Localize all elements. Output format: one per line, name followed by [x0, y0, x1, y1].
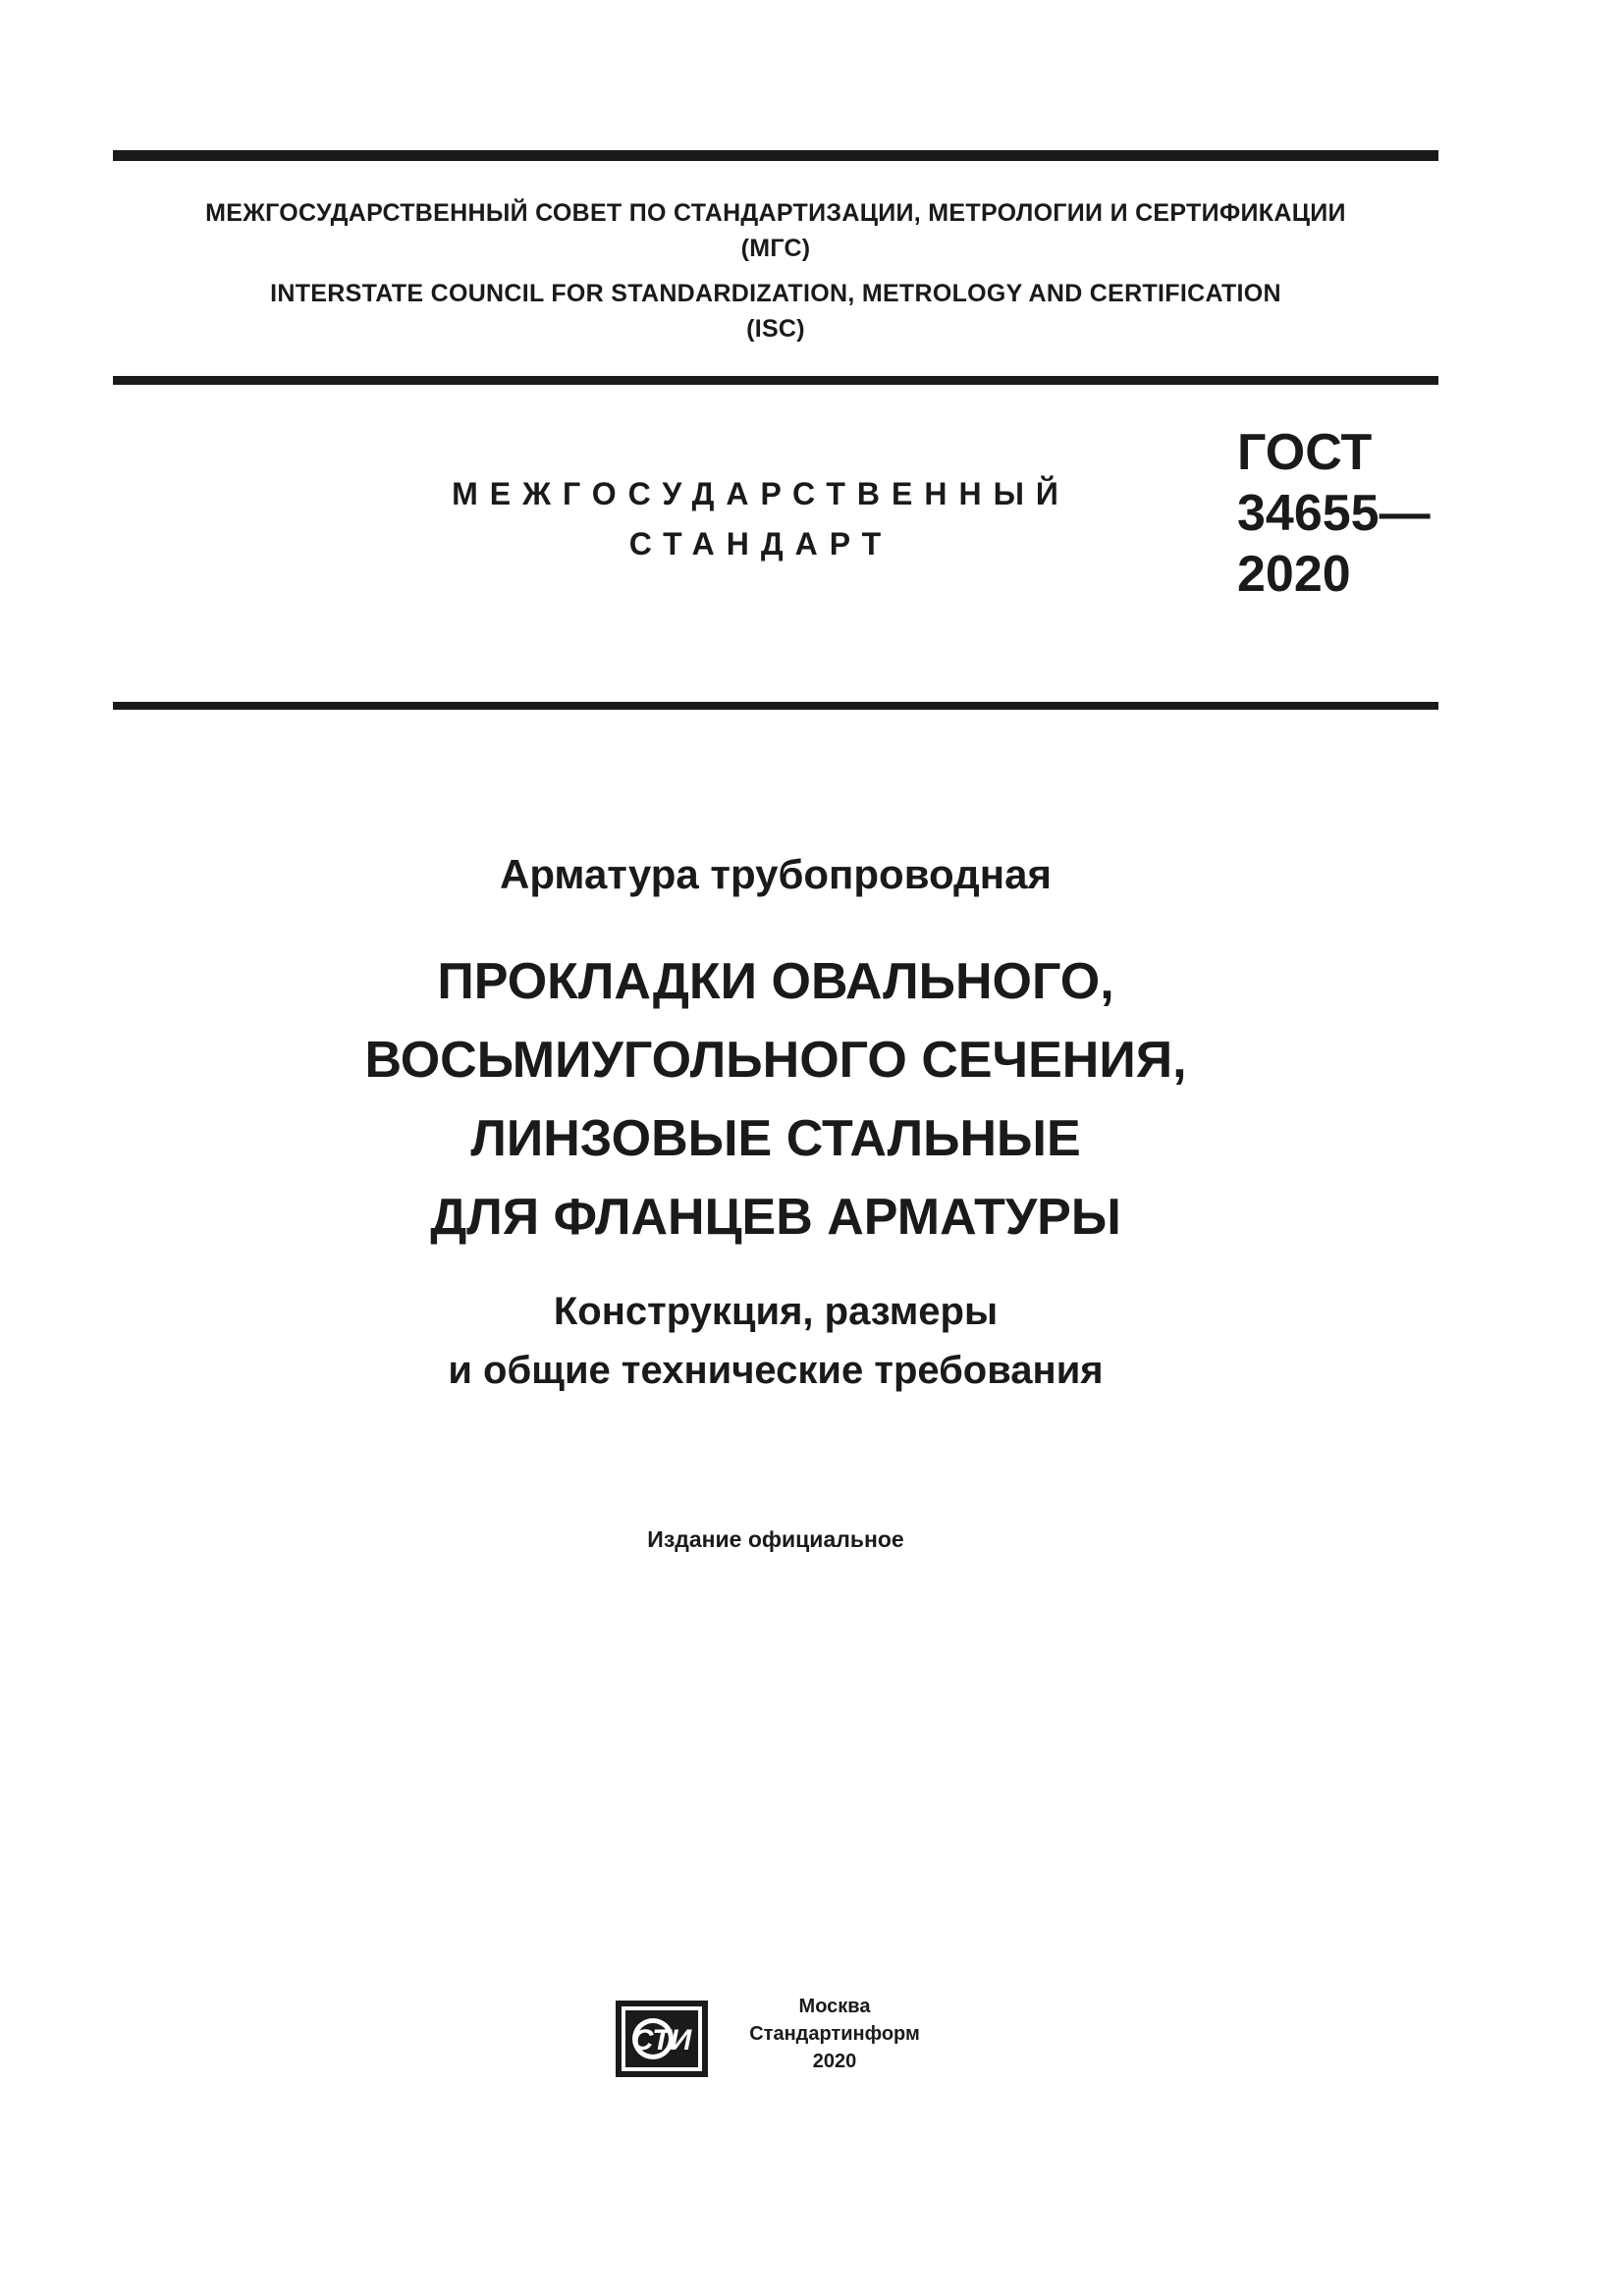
title-category: Арматура трубопроводная [500, 851, 1052, 897]
council-rule [113, 376, 1438, 385]
title-subtitle [113, 1282, 1438, 1400]
standard-type-line1: МЕЖГОСУДАРСТВЕННЫЙ [452, 476, 1070, 511]
title-main-line: ПРОКЛАДКИ ОВАЛЬНОГО, [437, 953, 1114, 1010]
council-en-line2: (ISC) [746, 315, 805, 343]
standard-type-line2: СТАНДАРТ [628, 526, 893, 561]
title-main-line: ЛИНЗОВЫЕ СТАЛЬНЫЕ [470, 1110, 1081, 1167]
logo-lettering: СТИ [631, 2024, 692, 2056]
title-main-line: ВОСЬМИУГОЛЬНОГО СЕЧЕНИЯ, [364, 1032, 1187, 1089]
standartinform-logo-icon [616, 2001, 708, 2077]
top-rule [113, 150, 1438, 161]
title-sub-line: Конструкция, размеры [553, 1290, 999, 1333]
edition-label: Издание официальное [647, 1526, 904, 1552]
publisher-block [727, 1993, 943, 2075]
publisher-year: 2020 [812, 2051, 857, 2072]
title-main [113, 947, 1438, 1252]
title-sub-line: и общие технические требования [448, 1349, 1104, 1392]
designation [1237, 422, 1431, 605]
designation-rule [113, 702, 1438, 710]
council-ru-line1: МЕЖГОСУДАРСТВЕННЫЙ СОВЕТ ПО СТАНДАРТИЗАЦИИ, МЕТРОЛОГИИ И СЕРТИФИКАЦИИ [205, 199, 1346, 227]
council-ru-line2: (МГС) [740, 235, 811, 262]
title-main-line: ДЛЯ ФЛАНЦЕВ АРМАТУРЫ [430, 1189, 1121, 1246]
council-en-line1: INTERSTATE COUNCIL FOR STANDARDIZATION, METROLOGY AND CERTIFICATION [270, 280, 1281, 307]
publisher-city: Москва [798, 1996, 871, 2017]
designation-line3: 2020 [1237, 546, 1351, 603]
designation-line1: ГОСТ [1237, 424, 1373, 481]
publisher-name: Стандартинформ [749, 2023, 920, 2045]
designation-line2: 34655— [1237, 485, 1431, 542]
